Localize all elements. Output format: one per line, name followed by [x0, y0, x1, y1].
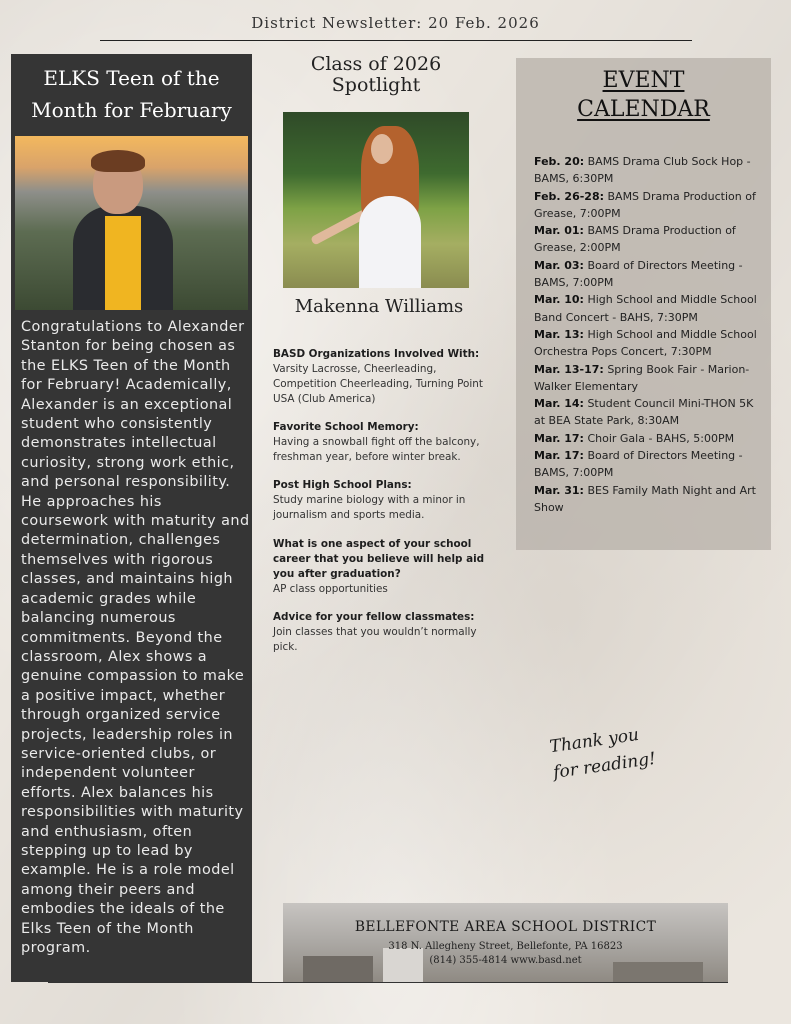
thanks-line1: Thank you — [548, 724, 641, 758]
event-calendar-title — [516, 66, 771, 124]
spotlight-title-line2: Spotlight — [331, 74, 421, 96]
footer-divider — [48, 982, 728, 983]
spotlight-name: Makenna Williams — [294, 296, 464, 317]
qa-question: BASD Organizations Involved With: — [273, 348, 480, 360]
qa-item — [273, 478, 493, 523]
qa-answer: Join classes that you wouldn’t normally pick. — [273, 626, 477, 653]
spotlight-title-line1: Class of 2026 — [310, 53, 442, 75]
event-date: Mar. 03: — [534, 258, 584, 272]
qa-item — [273, 347, 493, 407]
qa-item — [273, 420, 493, 465]
event-date: Feb. 26-28: — [534, 189, 604, 203]
event-item — [534, 222, 762, 257]
qa-question: Advice for your fellow classmates: — [273, 611, 475, 623]
event-text: BAMS Drama Production of Grease, 7:00PM — [534, 189, 756, 220]
thank-you-note — [548, 718, 672, 786]
teen-title-line2: Month for February — [31, 98, 232, 122]
event-text: Student Council Mini-THON 5K at BEA State Park, 8:30AM — [534, 397, 754, 428]
event-item — [534, 482, 762, 517]
spotlight-title — [276, 54, 476, 96]
spotlight-photo — [283, 112, 469, 288]
event-text: Choir Gala - BAHS, 5:00PM — [587, 431, 735, 445]
qa-item — [273, 610, 493, 655]
qa-question: What is one aspect of your school career that you believe will help aid you after graduation? — [273, 538, 485, 580]
qa-answer: Having a snowball fight off the balcony, freshman year, before winter break. — [273, 436, 480, 463]
teen-of-month-body: Congratulations to Alexander Stanton for being chosen as the ELKS Teen of the Month for February! Academically, Alexander is an exceptional student who consistently demonstrates intellectual curiosity, strong work ethic, and personal responsibility. He approaches his coursework with maturity and determination, challenges themselves with rigorous classes, and maintains high academic grades while balancing numerous commitments. Beyond the classroom, Alex shows a genuine compassion to make a positive impact, whether through organized service projects, leadership roles in service-oriented clubs, or independent volunteer efforts. Alex balances his responsibilities with maturity and enthusiasm, often stepping up to lead by example. He is a role model among their peers and embodies the ideals of the Elks Teen of the Month program. — [21, 319, 250, 956]
qa-question: Favorite School Memory: — [273, 421, 419, 433]
event-text: Board of Directors Meeting - BAMS, 7:00PM — [534, 449, 743, 480]
footer-org-name: BELLEFONTE AREA SCHOOL DISTRICT — [354, 919, 657, 935]
event-item — [534, 153, 762, 188]
teen-of-month-panel — [11, 54, 252, 982]
event-text: Board of Directors Meeting - BAMS, 7:00PM — [534, 258, 743, 290]
header-divider — [100, 40, 692, 41]
photo-hair — [91, 150, 145, 172]
event-date: Mar. 01: — [534, 224, 584, 238]
event-text: Spring Book Fair - Marion-Walker Elementary — [534, 362, 750, 393]
thanks-line2: for reading! — [551, 748, 658, 783]
photo-face — [371, 134, 393, 164]
footer-contact: (814) 355-4814 www.basd.net — [429, 955, 582, 966]
event-item — [534, 291, 762, 326]
qa-item — [273, 537, 493, 597]
event-text: BAMS Drama Production of Grease, 2:00PM — [534, 224, 736, 255]
teen-of-month-photo — [15, 136, 248, 310]
qa-answer: Study marine biology with a minor in journalism and sports media. — [273, 494, 466, 521]
qa-answer: AP class opportunities — [273, 583, 388, 595]
event-date: Mar. 14: — [534, 397, 584, 411]
district-footer — [283, 903, 728, 982]
event-date: Feb. 20: — [534, 155, 585, 168]
event-title-line1: EVENT — [602, 68, 685, 93]
event-date: Mar. 31: — [534, 483, 584, 497]
event-text: BAMS Drama Club Sock Hop - BAMS, 6:30PM — [534, 155, 751, 186]
event-list — [534, 153, 762, 516]
teen-title-line1: ELKS Teen of the — [43, 66, 220, 90]
qa-question: Post High School Plans: — [273, 479, 412, 491]
event-item — [534, 447, 762, 482]
event-calendar-panel — [516, 58, 771, 550]
event-date: Mar. 13: — [534, 327, 584, 341]
event-title-line2: CALENDAR — [577, 97, 710, 122]
newsletter-header-title: District Newsletter: 20 Feb. 2026 — [251, 14, 540, 32]
event-date: Mar. 13-17: — [534, 362, 604, 376]
event-text: High School and Middle School Orchestra Pops Concert, 7:30PM — [534, 327, 757, 359]
event-date: Mar. 10: — [534, 293, 584, 307]
event-date: Mar. 17: — [534, 431, 584, 445]
event-item — [534, 361, 762, 396]
qa-answer: Varsity Lacrosse, Cheerleading, Competition Cheerleading, Turning Point USA (Club America) — [273, 363, 483, 405]
event-text: High School and Middle School Band Concert - BAHS, 7:30PM — [534, 293, 757, 324]
event-item — [534, 326, 762, 361]
photo-dress — [359, 196, 421, 288]
photo-shirt — [105, 216, 141, 310]
event-item — [534, 430, 762, 447]
teen-of-month-title — [11, 62, 252, 126]
event-text: BES Family Math Night and Art Show — [534, 483, 756, 514]
event-item — [534, 395, 762, 430]
footer-address: 318 N. Allegheny Street, Bellefonte, PA 16823 — [388, 941, 623, 952]
event-item — [534, 257, 762, 292]
event-date: Mar. 17: — [534, 449, 584, 463]
event-item — [534, 188, 762, 223]
